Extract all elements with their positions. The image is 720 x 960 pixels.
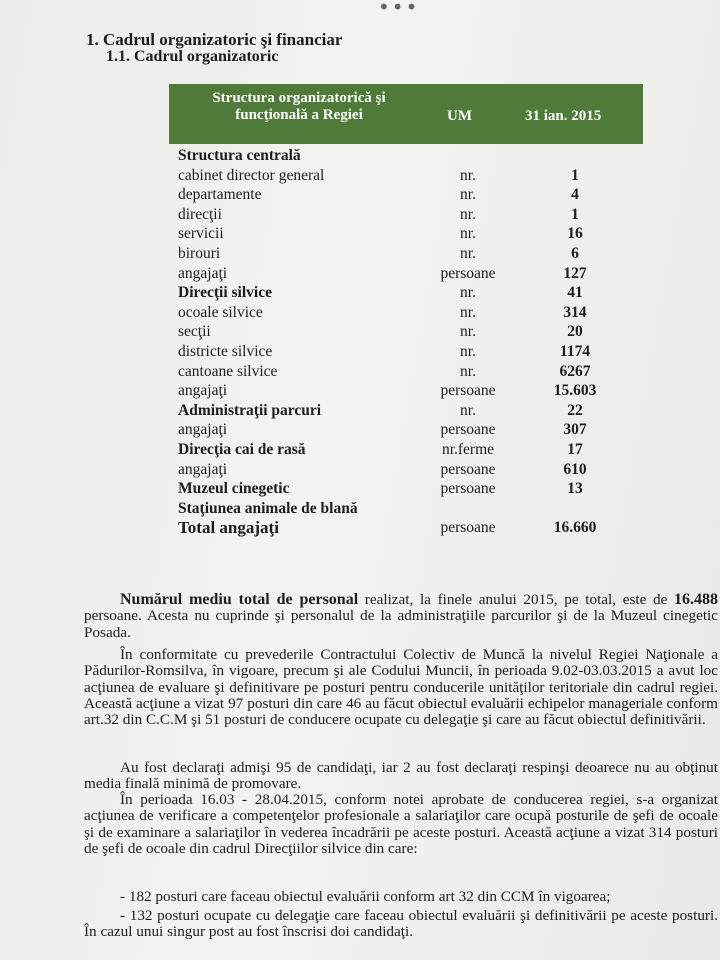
table-row [174,381,634,401]
table-cell-um: persoane [440,264,496,282]
table-cell-value: 6 [571,244,579,262]
table-row [174,185,634,205]
table-cell-value: 1 [571,205,579,223]
table-cell-label: ocoale silvice [178,303,263,321]
table-cell-label: Structura centrală [178,147,301,164]
table-row [174,499,634,519]
table-row [174,322,634,342]
table-header-date: 31 ian. 2015 [525,108,602,124]
table-cell-label: Total angajaţi [178,518,279,538]
table-cell-label: Administraţii parcuri [178,401,322,419]
table-cell-um: persoane [440,480,496,498]
table-cell-value: 13 [567,480,583,498]
paragraph-text: realizat, la finele anului 2015, pe total, este de [358,591,674,608]
table-cell-label: districte silvice [178,342,273,360]
table-cell-um: persoane [440,460,496,478]
table-cell-um: nr. [460,166,476,184]
table-cell-label: Direcţia cai de rasă [178,440,306,458]
table-cell-um: persoane [440,382,496,400]
table-cell-label: cabinet director general [178,166,325,184]
table-cell-value: 610 [563,460,587,478]
table-row [174,479,634,499]
table-body [174,146,634,544]
table-cell-label: Direcţii silvice [178,284,272,302]
paragraph-number: 16.488 [674,591,718,608]
table-cell-um: nr. [460,244,476,262]
table-cell-um: nr.ferme [441,440,495,458]
table-cell-value: 41 [567,284,583,302]
table-row [174,283,634,303]
paragraph-admitted: Au fost declaraţi admişi 95 de candidaţi, iar 2 au fost declaraţi respinşi deoarece nu au obţinut media finală minimă de promovare. [84,759,718,793]
table-row [174,518,634,544]
more-options-icon[interactable]: ••• [378,0,420,19]
table-row [174,460,634,480]
table-cell-label: angajaţi [178,264,228,282]
table-cell-value: 17 [567,440,583,458]
table-cell-um: nr. [460,401,476,419]
table-cell-um: nr. [460,303,476,321]
table-cell-label: servicii [178,225,224,243]
table-row [174,205,634,225]
table-cell-label: cantoane silvice [178,362,278,380]
paragraph-lead: Numărul mediu total de personal [120,591,359,608]
table-cell-label: departamente [178,186,262,204]
subsection-heading: 1.1. Cadrul organizatoric [106,48,279,65]
table-row [174,342,634,362]
list-item-evaluation: - 182 posturi care faceau obiectul evaluării conform art 32 din CCM în vigoarea; [120,888,611,905]
table-cell-value: 16 [567,225,583,243]
table-cell-label: Staţiunea animale de blană [178,499,358,517]
table-cell-um: nr. [460,186,476,204]
table-cell-label: direcţii [178,205,222,223]
table-header-um: UM [447,108,472,124]
table-cell-value: 1 [571,166,579,184]
table-row [174,224,634,244]
table-cell-value: 16.660 [553,519,597,537]
table-cell-label: secţii [178,323,211,341]
table-cell-um: nr. [460,362,476,380]
table-cell-label: angajaţi [178,421,228,439]
table-cell-um: nr. [460,225,476,243]
table-row [174,166,634,186]
table-row [174,303,634,323]
table-cell-um: nr. [460,205,476,223]
paragraph-evaluation: În conformitate cu prevederile Contractului Colectiv de Muncă la nivelul Regiei Naţionale a Pădurilor-Romsilva, în vigoare, precum şi ale Codului Muncii, în perioada 9.02-03.03.2015 a avut loc acţiunea de evaluare şi definitivare pe posturi pentru conducerile unităţilor teritoriale din cadrul regiei. Această acţiune a vizat 97 posturi din care 46 au făcut obiectul evaluării echipelor manageriale conform art.32 din C.C.M şi 51 posturi de conducere ocupate cu delegaţie şi care au făcut obiectul definitivării. [84,646,718,729]
table-header [169,84,643,144]
table-cell-value: 20 [567,323,583,341]
table-row [174,401,634,421]
table-row [174,440,634,460]
table-cell-um: persoane [440,519,496,537]
table-cell-um: nr. [460,284,476,302]
table-cell-um: nr. [460,323,476,341]
table-cell-value: 307 [563,421,587,439]
table-cell-value: 1174 [559,342,591,360]
table-cell-value: 6267 [559,362,591,380]
table-row [174,146,634,166]
table-row [174,420,634,440]
table-cell-um: persoane [440,421,496,439]
table-cell-label: Muzeul cinegetic [178,480,290,498]
table-cell-value: 22 [567,401,583,419]
table-cell-label: angajaţi [178,382,228,400]
section-heading: 1. Cadrul organizatoric şi financiar [86,30,343,49]
table-cell-um: nr. [460,342,476,360]
table-cell-value: 15.603 [553,382,597,400]
table-row [174,244,634,264]
table-cell-value: 127 [563,264,587,282]
table-cell-value: 314 [563,303,587,321]
paragraph-verification: În perioada 16.03 - 28.04.2015, conform notei aprobate de conducerea regiei, s-a organizat acţiunea de verificare a competenţelor profesionale a salariaţilor care ocupă posturile de şefi de ocoale şi de examinare a salariaţilor în vederea încadrării pe aceste posturi. Această acţiune a vizat 314 posturi de şefi de ocoale din cadrul Direcţiilor silvice din care: [84,791,718,857]
table-cell-value: 4 [571,186,579,204]
table-row [174,264,634,284]
table-row [174,362,634,382]
table-cell-label: birouri [178,244,221,262]
list-item-delegation: - 132 posturi ocupate cu delegaţie care faceau obiectul evaluării şi definitivării pe aceste posturi. În cazul unui singur post au fost înscrisi doi candidaţi. [84,907,718,941]
table-header-structure: Structura organizatorică şi funcţională a Regiei [212,90,386,123]
paragraph-average-personnel [84,592,718,641]
table-cell-label: angajaţi [178,460,228,478]
paragraph-text: persoane. Acesta nu cuprinde şi personalul de la administraţiile parcurilor şi de la Muzeul cinegetic Posada. [84,607,718,641]
